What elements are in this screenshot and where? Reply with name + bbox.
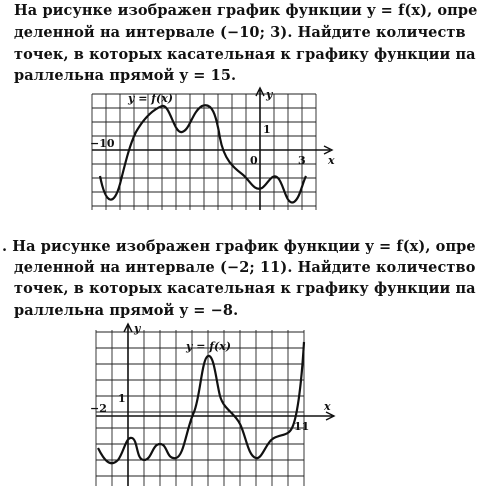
graph-1-y-label: y bbox=[266, 88, 273, 101]
graph-1-tick-left: −10 bbox=[90, 137, 115, 150]
problem-1-line-2: деленной на интервале (−10; 3). Найдите количеств bbox=[14, 24, 466, 41]
problem-1-line-4: раллельна прямой y = 15. bbox=[14, 67, 237, 84]
graph-1-tick-zero: 0 bbox=[250, 154, 258, 167]
problem-1-line-1: На рисунке изображен график функции y = f(x), опре bbox=[14, 2, 477, 19]
graph-2-tick-right: 11 bbox=[294, 420, 310, 433]
problem-2-line-4: раллельна прямой y = −8. bbox=[14, 302, 239, 319]
problem-2-line-1: . На рисунке изображен график функции y = f(x), опре bbox=[2, 238, 476, 255]
graph-1-tick-right: 3 bbox=[298, 154, 306, 167]
graph-1-x-label: x bbox=[328, 154, 335, 167]
problem-2-line-2: деленной на интервале (−2; 11). Найдите количество bbox=[14, 259, 476, 276]
graph-2-func-label: y = f(x) bbox=[186, 340, 231, 353]
graph-2-tick-one: 1 bbox=[118, 392, 126, 405]
graph-1-func-label: y = f(x) bbox=[128, 92, 173, 105]
graph-2-x-label: x bbox=[324, 400, 331, 413]
graph-2 bbox=[88, 320, 338, 490]
graph-2-tick-left: −2 bbox=[90, 402, 107, 415]
graph-1 bbox=[90, 88, 340, 216]
graph-2-grid bbox=[96, 330, 304, 486]
graph-1-tick-one: 1 bbox=[263, 123, 271, 136]
problem-1-line-3: точек, в которых касательная к графику функции па bbox=[14, 46, 476, 63]
graph-2-curve bbox=[98, 342, 304, 463]
graph-2-y-label: y bbox=[134, 322, 141, 335]
graph-1-curve bbox=[100, 105, 306, 202]
graph-1-grid bbox=[92, 94, 316, 210]
problem-2-line-3: точек, в которых касательная к графику функции па bbox=[14, 280, 476, 297]
